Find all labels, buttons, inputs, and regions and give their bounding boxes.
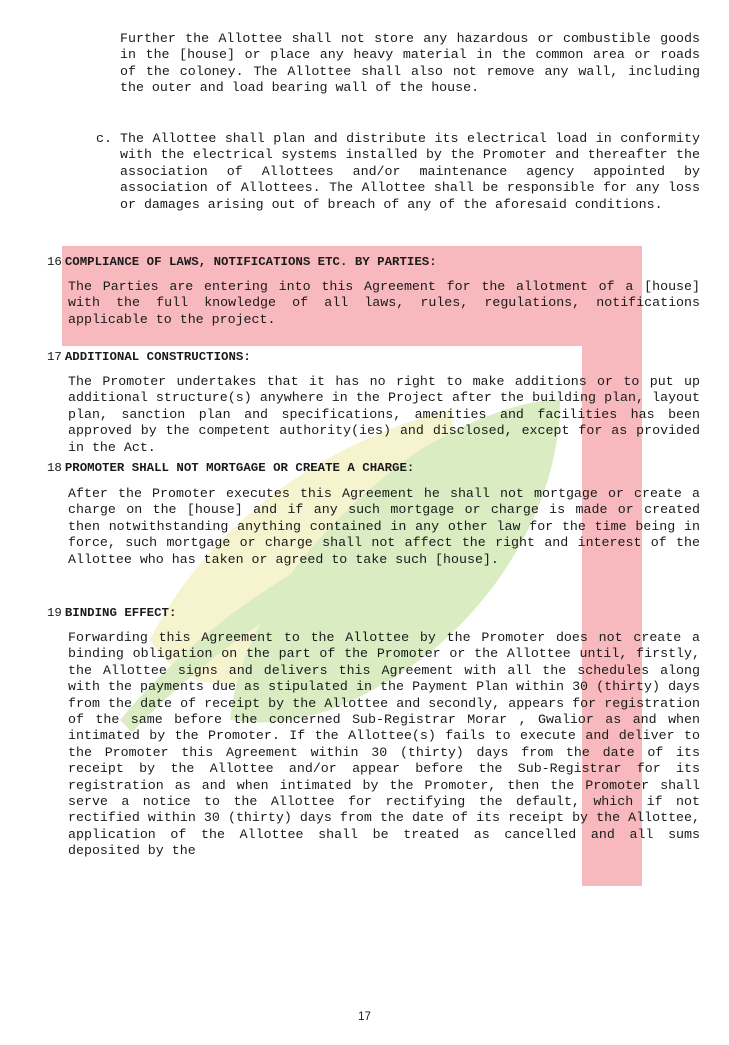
- section-16-paragraph: The Parties are entering into this Agreement for the allotment of a [house] with the full knowledge of all laws, rules, regulations, notifications applicable to the project.: [68, 279, 700, 327]
- continuation-paragraph: Further the Allottee shall not store any hazardous or combustible goods in the [house] or place any heavy material in the common area or roads of the coloney. The Allottee shall also not remove any wall, including the outer and load bearing wall of the house.: [120, 31, 700, 96]
- section-title: ADDITIONAL CONSTRUCTIONS:: [64, 350, 251, 364]
- section-number: 18: [47, 461, 62, 475]
- section-title: BINDING EFFECT:: [64, 606, 177, 620]
- page-number: 17: [358, 1011, 371, 1023]
- section-heading-19: [47, 606, 176, 621]
- section-title: PROMOTER SHALL NOT MORTGAGE OR CREATE A CHARGE:: [64, 461, 415, 475]
- list-item-label: c.: [96, 131, 112, 146]
- section-number: 19: [47, 606, 62, 620]
- section-heading-17: [47, 350, 251, 365]
- section-17-paragraph: The Promoter undertakes that it has no right to make additions or to put up additional structure(s) anywhere in the Project after the building plan, layout plan, sanction plan and specifications, amenities and facilities has been approved by the competent authority(ies) and disclosed, except for as provided in the Act.: [68, 374, 700, 455]
- section-heading-18: [47, 461, 414, 476]
- section-heading-16: [47, 255, 437, 270]
- section-19-paragraph: Forwarding this Agreement to the Allottee by the Promoter does not create a binding obligation on the part of the Promoter or the Allottee until, firstly, the Allottee signs and delivers this Agreement with all the schedules along with the payments due as stipulated in the Payment Plan within 30 (thirty) days from the date of receipt by the Allottee and secondly, appears for registration of the same before the concerned Sub-Registrar Morar , Gwalior as and when intimated by the Promoter. If the Allottee(s) fails to execute and deliver to the Promoter this Agreement within 30 (thirty) days from the date of its receipt by the Allottee and/or appear before the Sub-Registrar for its registration as and when intimated by the Promoter, then the Promoter shall serve a notice to the Allottee for rectifying the default, which if not rectified within 30 (thirty) days from the date of its receipt by the Allottee, application of the Allottee shall be treated as cancelled and all sums deposited by the: [68, 630, 700, 859]
- list-item-c-paragraph: The Allottee shall plan and distribute its electrical load in conformity with the electrical systems installed by the Promoter and thereafter the association of Allottees and/or maintenance agency appointed by association of Allottees. The Allottee shall be responsible for any loss or damages arising out of breach of any of the aforesaid conditions.: [120, 131, 700, 212]
- section-18-paragraph: After the Promoter executes this Agreement he shall not mortgage or create a charge on the [house] and if any such mortgage or charge is made or created then notwithstanding anything contained in any other law for the time being in force, such mortgage or charge shall not affect the right and interest of the Allottee who has taken or agreed to take such [house].: [68, 486, 700, 567]
- section-title: COMPLIANCE OF LAWS, NOTIFICATIONS ETC. BY PARTIES:: [64, 255, 437, 269]
- section-number: 17: [47, 350, 62, 364]
- section-number: 16: [47, 255, 62, 269]
